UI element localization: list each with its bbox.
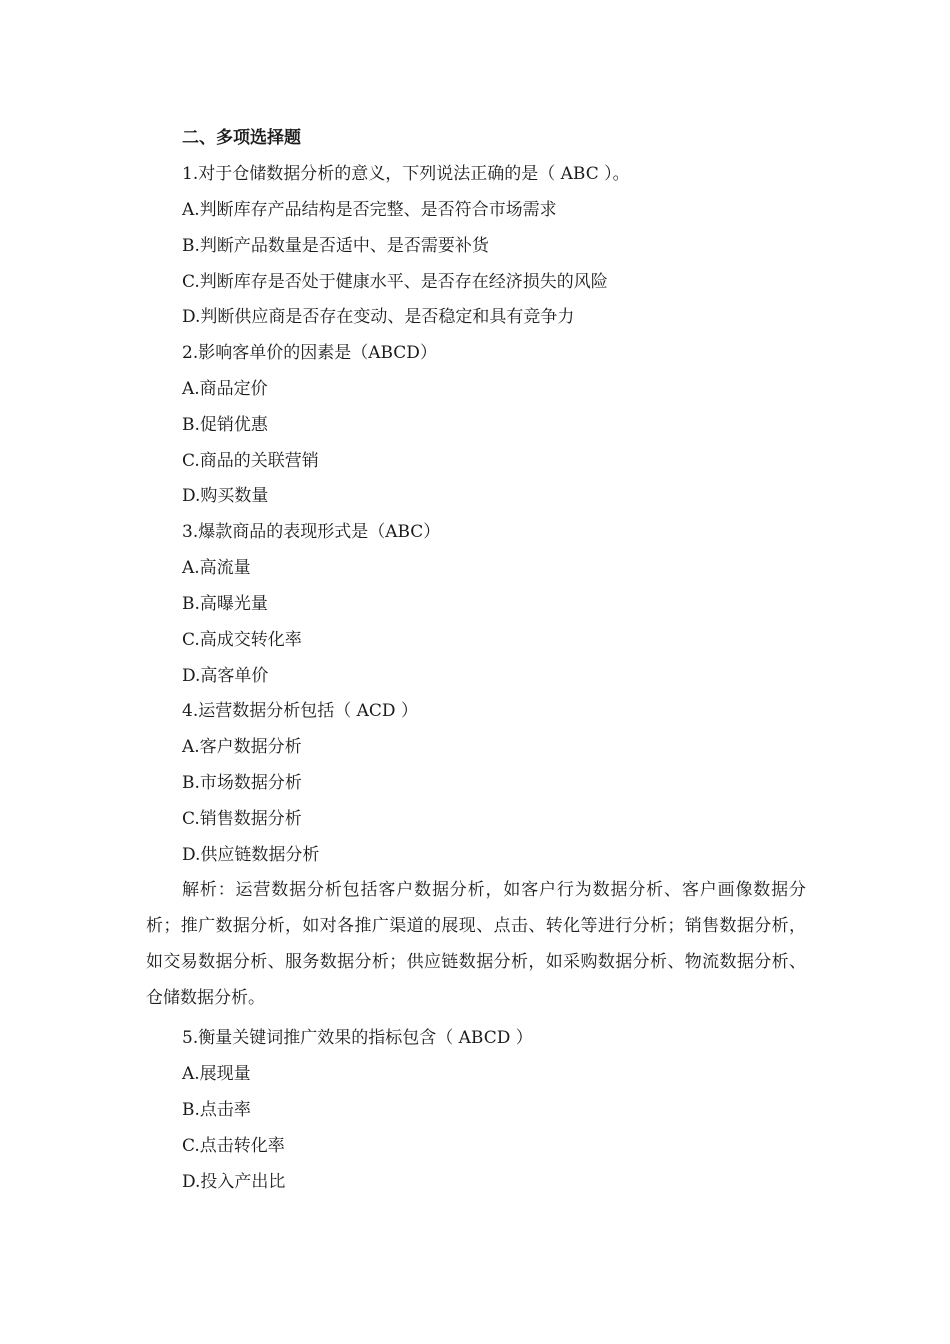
question-3-stem: 3.爆款商品的表现形式是（ABC） bbox=[182, 522, 441, 542]
question-4-option-a: A.客户数据分析 bbox=[182, 737, 302, 757]
question-5-stem: 5.衡量关键词推广效果的指标包含（ ABCD ） bbox=[182, 1028, 533, 1048]
question-3-option-a: A.高流量 bbox=[182, 558, 251, 578]
question-4-analysis: 解析：运营数据分析包括客户数据分析，如客户行为数据分析、客户画像数据分析；推广数据分析，如对各推广渠道的展现、点击、转化等进行分析；销售数据分析，如交易数据分析、服务数据分析；供应链数据分析，如采购数据分析、物流数据分析、仓储数据分析。 bbox=[146, 880, 806, 1008]
question-4-option-b: B.市场数据分析 bbox=[182, 773, 302, 793]
question-5-option-b: B.点击率 bbox=[182, 1100, 251, 1120]
question-4-stem: 4.运营数据分析包括（ ACD ） bbox=[182, 701, 418, 721]
question-1-option-a: A.判断库存产品结构是否完整、是否符合市场需求 bbox=[182, 200, 557, 220]
question-4-option-c: C.销售数据分析 bbox=[182, 809, 302, 829]
question-5-option-a: A.展现量 bbox=[182, 1064, 251, 1084]
question-1-option-d: D.判断供应商是否存在变动、是否稳定和具有竞争力 bbox=[182, 307, 575, 327]
question-5-option-c: C.点击转化率 bbox=[182, 1136, 285, 1156]
question-2-stem: 2.影响客单价的因素是（ABCD） bbox=[182, 343, 437, 363]
question-3-option-b: B.高曝光量 bbox=[182, 594, 268, 614]
question-2-option-a: A.商品定价 bbox=[182, 379, 268, 399]
question-3-option-c: C.高成交转化率 bbox=[182, 630, 302, 650]
section-title: 二、多项选择题 bbox=[182, 128, 301, 148]
question-1-option-c: C.判断库存是否处于健康水平、是否存在经济损失的风险 bbox=[182, 272, 608, 292]
question-1-option-b: B.判断产品数量是否适中、是否需要补货 bbox=[182, 236, 489, 256]
question-5-option-d: D.投入产出比 bbox=[182, 1172, 286, 1192]
question-4-option-d: D.供应链数据分析 bbox=[182, 845, 320, 865]
question-2-option-b: B.促销优惠 bbox=[182, 415, 268, 435]
question-2-option-d: D.购买数量 bbox=[182, 486, 269, 506]
question-3-option-d: D.高客单价 bbox=[182, 666, 269, 686]
question-2-option-c: C.商品的关联营销 bbox=[182, 451, 319, 471]
question-1-stem: 1.对于仓储数据分析的意义，下列说法正确的是（ ABC ）。 bbox=[182, 164, 630, 184]
